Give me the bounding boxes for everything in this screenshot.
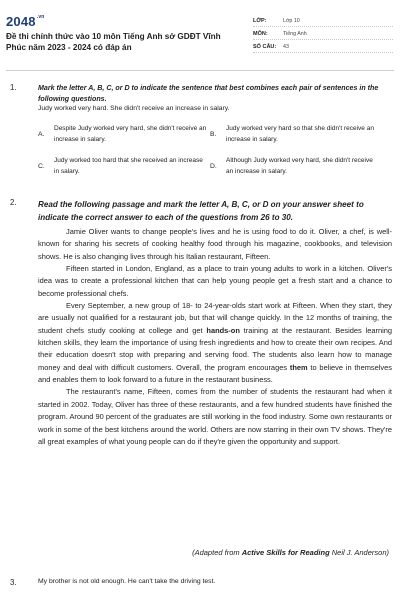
site-logo[interactable] [6,14,45,29]
question-instruction: Mark the letter A, B, C, or D to indicate the sentence that best combines each pair of sentences in the following questions. [38,84,379,103]
option-text: Despite Judy worked very hard, she didn't receive an increase in salary. [54,125,207,143]
question-number: 2. [10,198,17,207]
exam-meta [253,15,393,54]
question-number: 3. [10,578,17,587]
meta-label: LỚP: [253,17,267,24]
source-prefix: (Adapted from [192,548,242,557]
source-author: Neil J. Anderson) [329,548,389,557]
meta-value: Lớp 10 [283,17,300,24]
paragraph-text: training at the restaurant. Besides learning kitchen skills, they learn the importance of using fresh ingredients and how to create their own recipes. And their education doesn't stop with preparing and serving food. The students also learn how to manage money and deal with difficult customers. Overall, the program encourages [38,325,393,372]
page-header [0,0,400,70]
option-text: Judy worked very hard so that she didn't receive an increase in salary. [226,125,374,143]
paragraph-text: to believe in themselves and enables them to look forward to a future in the restaurant business. [38,362,392,385]
passage-source [192,548,389,557]
option-letter: C. [38,163,45,170]
meta-label: MÔN: [253,30,268,37]
passage-paragraph: Jamie Oliver wants to change people's lives and he is using food to do it. Oliver, a chef, is well-known for sharing his secrets of cooking healthy food through his magazine, cookbooks, and television shows. He is also changing lives through his Italian restaurant, Fifteen. [38,227,392,261]
option-text: Judy worked too hard that she received an increase in salary. [54,157,203,175]
meta-label: SỐ CÂU: [253,43,277,50]
source-book: Active Skills for Reading [241,548,330,557]
question-stem: Judy worked very hard. She didn't receive an increase in salary. [38,105,230,112]
highlighted-word-hands-on: hands-on [206,325,240,335]
meta-row-subject [253,28,393,40]
option-text: Although Judy worked very hard, she didn't receive an increase in salary. [226,157,373,175]
option-letter: B. [210,131,217,138]
header-divider [6,70,394,71]
paragraph-text: Every September, a new group of 18- to 24-year-olds start work at Fifteen. When they start, they are usually not qualified for a restaurant job, but that will change quickly. In the 12 months of training, the student chefs study cooking at college and get [38,301,392,335]
question-number: 1. [10,83,17,92]
passage-paragraph [38,300,392,386]
meta-value: 43 [283,43,289,50]
document-title: Đề thi chính thức vào 10 môn Tiếng Anh sở GDĐT Vĩnh Phúc năm 2023 - 2024 có đáp án [6,32,221,52]
logo-text: 2048 [6,14,36,29]
meta-row-count [253,41,393,53]
question-stem: My brother is not old enough. He can't take the driving test. [38,578,216,585]
meta-row-class [253,15,393,27]
passage-paragraph: The restaurant's name, Fifteen, comes from the number of students the restaurant had when it started in 2002. Today, Oliver has three of these restaurants, and a few hundred students have finished the program. Around 90 percent of the graduates are still working in the food industry. Some own restaurants or work in some of the best kitchens around the world. Others are now starring in their own TV shows. They're all great examples of what young people can do if they're given the opportunity and support. [38,387,392,446]
passage-paragraph: Fifteen started in London, England, as a place to train young adults to work in a kitchen. Oliver's idea was to create a professional kitchen that can help young people get a fresh start and a chance to become professional chefs. [38,264,392,298]
question-instruction: Read the following passage and mark the letter A, B, C, or D on your answer sheet to indicate the correct answer to each of the questions from 26 to 30. [38,200,364,222]
meta-value: Tiếng Anh [283,30,307,37]
option-letter: A. [38,131,45,138]
option-letter: D. [210,163,217,170]
reading-passage [38,226,392,448]
logo-suffix: .vn [36,14,45,20]
highlighted-word-them: them [289,362,308,372]
